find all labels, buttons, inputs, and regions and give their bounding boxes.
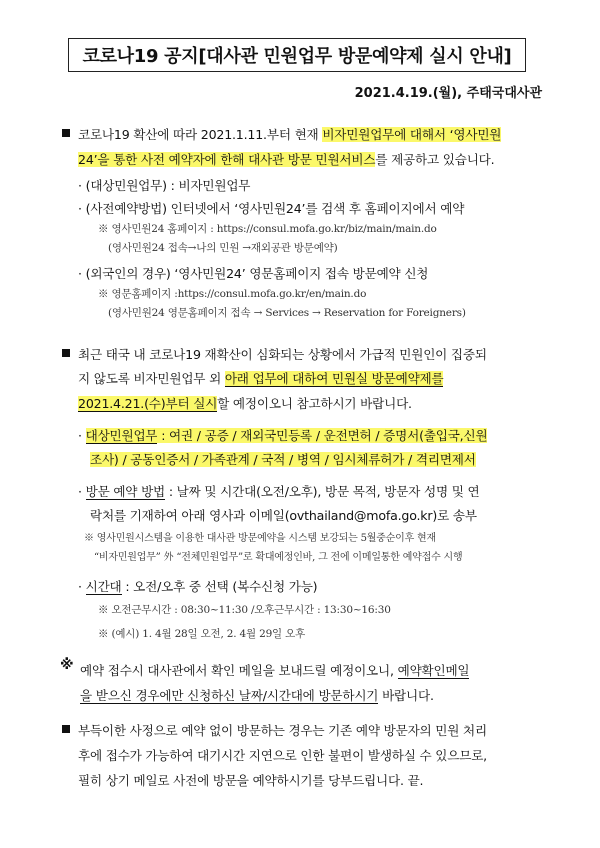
highlight-text: 아래 업무에 대하여 민원실 방문예약제를	[224, 371, 444, 386]
section1-target: · (대상민원업무) : 비자민원업무	[78, 178, 251, 193]
highlight-text: 2021.4.21.(수)부터 실시	[78, 396, 218, 411]
note-en-path: (영사민원24 영문홈페이지 접속 → Services → Reservation for Foreigners)	[108, 307, 466, 319]
text: ·	[78, 484, 86, 499]
text: : 날짜 및 시간대(오전/오후), 방문 목적, 방문자 성명 및 연	[165, 484, 480, 499]
highlight-text: : 여권 / 공증 / 재외국민등록 / 운전면허 / 증명서(출입국,신원	[157, 428, 488, 443]
section1-line1	[78, 124, 501, 143]
section4-line2: 후에 접수가 가능하여 대기시간 지연으로 인한 불편이 발생하실 수 있으므로,	[78, 748, 487, 763]
highlight-text: 24’을 통한 사전 예약자에 한해 대사관 방문 민원서비스	[78, 152, 376, 167]
section2-line2	[78, 368, 443, 387]
text: : 오전/오후 중 선택 (복수신청 가능)	[121, 579, 318, 594]
note-example: ※ (예시) 1. 4월 28일 오전, 2. 4월 29일 오후	[98, 628, 306, 640]
section2-method-line2: 락처를 기재하여 아래 영사과 이메일(ovthailand@mofa.go.kr)로 송부	[90, 508, 477, 523]
title-box	[68, 38, 526, 72]
underlined-text: 을 받으신 경우에만 신청하신 날짜/시간대에 방문하시기	[80, 688, 379, 703]
bullet-square-icon	[62, 725, 70, 733]
section1-line2	[78, 149, 494, 168]
section4-line3: 필히 상기 메일로 사전에 방문을 예약하시기를 당부드립니다. 끝.	[78, 773, 424, 788]
text: 를 제공하고 있습니다.	[375, 152, 495, 167]
section4-line1: 부득이한 사정으로 예약 없이 방문하는 경우는 기존 예약 방문자의 민원 처리	[78, 723, 487, 738]
section1-method: · (사전예약방법) 인터넷에서 ‘영사민원24’를 검색 후 홈페이지에서 예약	[78, 201, 465, 216]
note-expansion: “비자민원업무” 外 “전체민원업무”로 확대예정인바, 그 전에 이메일통한 예약접수 시행	[94, 552, 463, 563]
text: 할 예정이오니 참고하시기 바랍니다.	[217, 396, 412, 411]
section2-target-line2	[90, 449, 476, 468]
section2-line3	[78, 393, 412, 412]
underlined-text: 예약확인메일	[397, 663, 470, 678]
highlight-text: 대상민원업무	[85, 428, 158, 443]
text: ·	[78, 579, 86, 594]
section2-method-line1	[78, 481, 479, 500]
text: 예약 접수시 대사관에서 확인 메일을 보내드릴 예정이오니,	[80, 663, 398, 678]
section3-line1	[80, 660, 469, 679]
section2-line1: 최근 태국 내 코로나19 재확산이 심화되는 상황에서 가급적 민원인이 집중되	[78, 347, 487, 362]
highlight-text: 조사) / 공동인증서 / 가족관계 / 국적 / 병역 / 임시체류허가 / 격리면제서	[90, 452, 476, 467]
date-line: 2021.4.19.(월), 주태국대사관	[354, 86, 542, 101]
section1-foreign: · (외국인의 경우) ‘영사민원24’ 영문홈페이지 접속 방문예약 신청	[78, 266, 429, 281]
document-title: 코로나19 공지[대사관 민원업무 방문예약제 실시 안내]	[82, 46, 512, 67]
bullet-square-icon	[62, 129, 70, 137]
section2-target-line1	[78, 425, 487, 444]
text: 바랍니다.	[378, 688, 434, 703]
note-en-homepage: ※ 영문홈페이지 :https://consul.mofa.go.kr/en/main.do	[98, 288, 367, 300]
reference-mark-icon: ※	[60, 657, 74, 673]
bullet-square-icon	[62, 349, 70, 357]
section2-time	[78, 576, 317, 595]
highlight-text: 비자민원업무에 대해서 ‘영사민원	[322, 127, 502, 142]
section3-line2	[80, 685, 434, 704]
note-path: (영사민원24 접속→나의 민원 →재외공관 방문예약)	[108, 242, 338, 254]
underlined-text: 시간대	[85, 579, 122, 594]
text: 코로나19 확산에 따라 2021.1.11.부터 현재	[78, 127, 323, 142]
text: ·	[78, 428, 86, 443]
note-hours: ※ 오전근무시간 : 08:30~11:30 /오후근무시간 : 13:30~16:30	[98, 604, 391, 616]
underlined-text: 방문 예약 방법	[85, 484, 166, 499]
note-system: ※ 영사민원시스템을 이용한 대사관 방문예약을 시스템 보강되는 5월중순이후 현재	[84, 533, 436, 544]
note-homepage: ※ 영사민원24 홈페이지 : https://consul.mofa.go.kr/biz/main/main.do	[98, 223, 437, 235]
text: 지 않도록 비자민원업무 외	[78, 371, 225, 386]
